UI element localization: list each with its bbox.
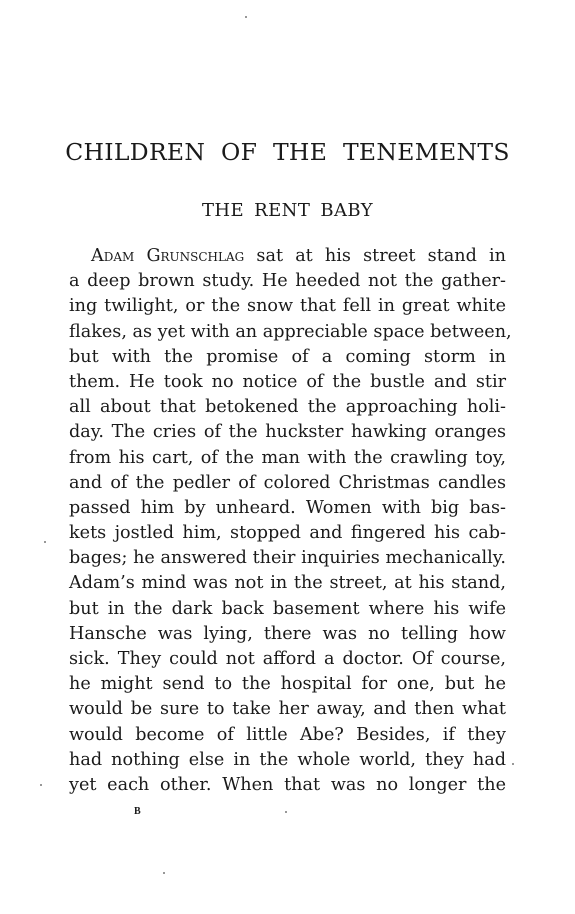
text-line: Hansche was lying, there was no telling how	[69, 623, 506, 644]
scan-speck	[512, 763, 514, 765]
book-title: CHILDREN OF THE TENEMENTS	[65, 138, 510, 166]
body-text	[69, 244, 512, 798]
text-line: them. He took no notice of the bustle and stir	[69, 371, 506, 392]
scan-speck	[285, 811, 287, 813]
text-line: Adam’s mind was not in the street, at his stand,	[69, 573, 506, 594]
text-line: kets jostled him, stopped and fingered his cab-	[69, 523, 506, 544]
text-line: bages; he answered their inquiries mechanically.	[69, 548, 506, 569]
text-line: he might send to the hospital for one, but he	[69, 674, 506, 695]
text-line: passed him by unheard. Women with big bas-	[69, 497, 506, 518]
text-line: would be sure to take her away, and then what	[69, 699, 506, 720]
signature-mark: B	[134, 806, 141, 817]
text-line: from his cart, of the man with the crawling toy,	[69, 447, 506, 468]
text-line: day. The cries of the huckster hawking oranges	[69, 422, 506, 443]
scan-speck	[245, 16, 247, 18]
text-line: sick. They could not afford a doctor. Of course,	[69, 649, 506, 669]
text-line: ing twilight, or the snow that fell in great white	[69, 296, 506, 317]
text-line: but with the promise of a coming storm in	[69, 346, 506, 367]
text-line: flakes, as yet with an appreciable space between,	[69, 321, 512, 342]
text-line: would become of little Abe? Besides, if they	[69, 724, 506, 745]
chapter-title: THE RENT BABY	[202, 200, 373, 221]
text-line: yet each other. When that was no longer the	[69, 774, 506, 795]
text-line: and of the pedler of colored Christmas candles	[69, 472, 506, 493]
text-line: had nothing else in the whole world, they had	[69, 749, 506, 770]
text-line: all about that betokened the approaching holi-	[69, 397, 506, 418]
scan-speck	[163, 872, 165, 874]
text-line: but in the dark back basement where his wife	[69, 598, 506, 619]
text-line	[69, 244, 506, 269]
text-line: a deep brown study. He heeded not the gather-	[69, 271, 506, 292]
scan-speck	[44, 541, 46, 543]
scan-speck	[40, 784, 42, 786]
opening-name: Adam Grunschlag	[91, 246, 245, 266]
opening-rest: sat at his street stand in	[244, 246, 506, 266]
